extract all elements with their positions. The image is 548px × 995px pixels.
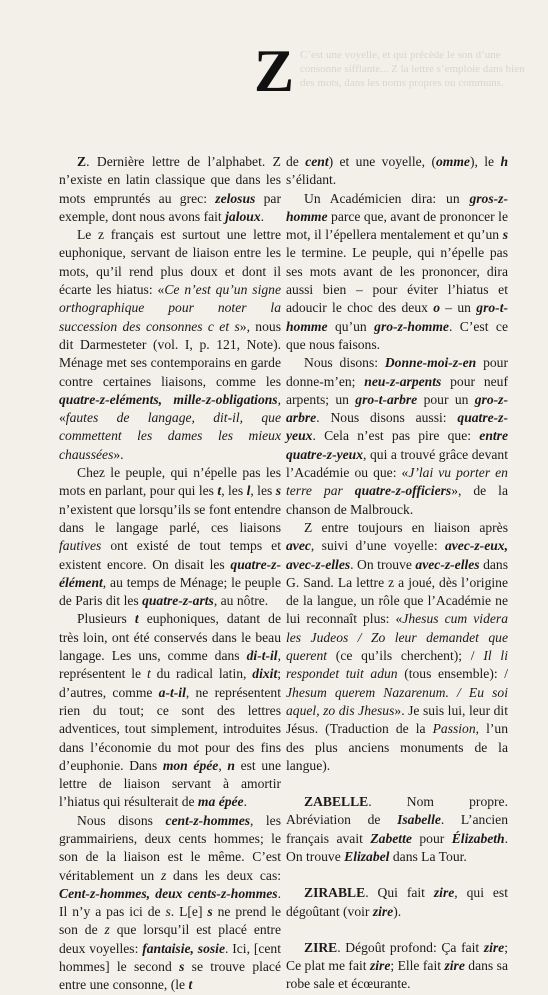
emphasized-run: s [207,904,213,920]
emphasized-run: quatre-z-yeux [286,410,508,444]
text-run: , les grammairiens, deux cents hommes; le son de la liaison est le même. C’est véritablement un [59,812,282,883]
text-run: pour donne-m’en; [286,355,508,389]
text-run: , qui est dégoûtant (voir [286,885,508,919]
emphasized-run: zire [444,958,465,974]
emphasized-run: zire [433,885,455,901]
text-run: Nous disons [77,812,166,828]
emphasized-run: gro-z-homme [374,318,449,334]
entry-zabelle [286,793,508,866]
emphasized-run: fautes de langage, dit-il, que commettent les dames les mieux chaussées [59,410,281,462]
emphasized-run: fantaisie, sosie [142,940,225,956]
emphasized-run: quatre-z-eléments, mille-z-obligations [59,391,278,407]
text-run: parce que, avant de prononcer le mot, il l’épellera mentalement et qu’un [286,208,508,243]
text-run: , les [221,483,247,499]
emphasized-run: ZABELLE [304,794,369,810]
text-run: Un Académicien dira: un [304,190,470,206]
text-run: dans G. Sand. La lettre z a joué, dès l’origine de la langue, un rôle que l’Académie ne lui reconnaît plus: « [286,556,508,627]
emphasized-run: Cent-z-hommes, deux cents-z-hommes [59,885,278,901]
emphasized-run: gros-z-homme [286,190,508,224]
text-run: , suivi d’une voyelle: [310,538,445,554]
emphasized-run: mon épée [162,757,219,773]
text-run: , au nôtre. [213,593,269,609]
emphasized-run: neu-z-arpents [364,373,442,389]
text-run: (ce qu’ils cherchent); / [327,648,484,664]
text-run: . Dégoût profond: Ça fait [337,939,484,955]
section-letter-heading: Z [253,38,295,104]
emphasized-run: zire [369,958,391,974]
emphasized-run: ma épée [197,794,244,810]
text-run: euphoniques, datant de très loin, ont été conservés dans le beau langage. Les uns, comme dans [59,611,281,664]
emphasized-run: zire [372,903,394,919]
text-run: du radical latin, [150,666,253,682]
text-run: , les [250,483,276,499]
text-run: pour un [417,391,475,407]
emphasized-run: avec-z-elles [415,556,480,572]
text-run: ; Ce plat me fait [286,939,508,974]
emphasized-run: Passion [432,721,476,737]
emphasized-run: quatre-z-arts [142,593,214,609]
text-run: pour [411,830,452,846]
emphasized-run: t [188,977,193,993]
emphasized-run: n [227,757,235,773]
emphasized-run: Zabette [370,830,412,846]
paragraph-euphonic-z [59,226,281,464]
emphasized-run: cent [305,154,329,169]
emphasized-run: ZIRE [304,939,338,955]
emphasized-run: gro-t-arbre [355,391,418,407]
text-run: ont existé de tout temps et existent encore. On disait les [59,538,281,572]
text-run: . [243,794,247,810]
text-run: , représentent le [59,648,281,682]
text-run: se trouve placé entre une consonne, (le [59,959,281,993]
text-run: Le z français est surtout une lettre euphonique, servant de liaison entre les mots, qu’il rend plus doux et dont il écarte les hiatus: « [59,227,281,298]
text-run: dans les deux cas: [166,867,282,883]
emphasized-run: ZIRABLE [304,885,366,901]
text-run: n’existent que lorsqu’ils se font entendre dans le langage parlé, ces liaisons [59,501,281,535]
emphasized-run: s [275,483,282,499]
paragraph-popular-liaisons [59,464,281,610]
text-run: . Qui fait [365,885,434,901]
emphasized-run: t [217,483,222,499]
paragraph-cent-z-hommes [59,812,281,995]
text-run: ». [113,446,124,462]
text-run: ne prend le son de [59,904,281,938]
emphasized-run: t [146,666,151,682]
text-run: Chez le peuple, qui n’épelle pas les mots en parlant, pour qui les [59,465,281,499]
text-run: s’élidant. [286,172,337,188]
emphasized-run: gro-z-arbre [286,391,508,426]
text-run: pour neuf arpents; un [286,373,508,407]
text-run: , ne représentent rien du tout; ce sont des lettres adventices, tout simplement, introduites dans l’économie du mot pour des fins d’euphonie. Dans [59,684,281,773]
text-run: par exemple, dont nous avons fait [59,190,281,224]
paragraph-nous-disons [286,354,508,519]
emphasized-run: Jhesum querem Nazarenum. / Eu soi aquel, zo dis Jhesus [286,684,508,718]
text-run: . Nom propre. Abréviation de [286,794,508,828]
text-run: Plusieurs [77,611,135,627]
text-run: , qui a trouvé grâce devant l’Académie ou que: « [286,446,508,481]
paragraph-euphonic-t [59,610,281,811]
emphasized-run: a-t-il [158,684,186,700]
text-run: . L[e] [170,904,208,920]
emphasized-run: cent-z-hommes [165,812,251,828]
text-run: que lorsqu’il est placé entre deux voyelles: [59,922,281,956]
text-run: . Dernière lettre de l’alphabet. Z n’existe en latin classique que dans les mots empruntés au grec: [59,154,281,206]
left-column [59,153,281,995]
emphasized-run: zire [483,939,505,955]
emphasized-run: jaloux [225,208,261,224]
text-run: ) et une voyelle, ( [328,154,436,169]
text-run: . [260,208,265,224]
text-run: ». Je suis lui, leur dit Jésus. (Traduction de la [286,702,508,737]
emphasized-run: z [160,867,167,883]
text-run: ; d’autres, comme [59,666,282,700]
emphasized-run: Z [77,154,87,169]
emphasized-run: gro-t-homme [286,300,508,334]
text-run: . L’ancien français avait [286,812,508,846]
text-run: dans La Tour. [389,848,467,864]
text-run: (tous ensemble): / [397,666,508,682]
emphasized-run: Elizabel [344,848,390,864]
text-run: ). [393,903,402,919]
emphasized-run: Jhesus cum videra les Judeos / Zo leur demandet que querent [286,611,508,664]
text-run: Z entre toujours en liaison après [304,519,508,535]
emphasized-run: entre quatre-z-yeux [286,428,508,462]
text-run: Nous disons: [304,355,385,371]
emphasized-run: quatre-z-officiers [354,483,452,499]
text-run: qu’un [327,318,375,334]
emphasized-run: Ce n’est qu’un signe orthographique pour noter la succession des consonnes c et s [59,282,281,334]
emphasized-run: di-t-il [246,648,278,664]
entry-zire [286,939,508,994]
emphasized-run: zelosus [215,190,256,206]
emphasized-run: Élizabeth [451,830,505,846]
text-run: – un [440,300,477,316]
text-run: le termine. Le peuple, qui n’épelle pas ses mots avant de les prononcer, dira aussi bien – pour éviter l’hiatus et adoucir le choc des deux [286,245,508,316]
text-run: . On trouve [350,556,416,572]
emphasized-run: z [104,922,110,938]
text-run: », nous dit Darmesteter (vol. I, p. 121, Note). Ménage met ses contemporains en garde contre certaines liaisons, comme les [59,318,281,389]
text-run: . Nous disons aussi: [316,410,458,426]
emphasized-run: avec-z-eux, avec-z-elles [286,538,508,572]
text-run: est une lettre de liaison servant à amortir l’hiatus qui résulterait de [59,757,281,810]
emphasized-run: o [433,300,441,316]
text-run: . C’est ce que nous faisons. [286,318,508,352]
emphasized-run: dixit [252,666,278,682]
emphasized-run: Isabelle [397,812,441,828]
bleed-through-text: C’est une voyelle, et qui précède le son d’une consonne sifflante... Z la lettre s’emploie dans bien des mots, dans les noms propres ou communs. [300,49,525,89]
emphasized-run: omme [435,154,470,169]
emphasized-run: quatre-z-élément [59,556,281,590]
text-run: . Il n’y a pas ici de [59,885,281,920]
emphasized-run: s [502,227,508,243]
text-run: de [286,154,306,169]
emphasized-run: t [134,611,139,627]
emphasized-run: Donne-moi-z-en [384,355,477,371]
paragraph-z-definition [59,153,281,226]
text-run: , « [59,391,281,426]
emphasized-run: Il li respondet tuit adun [286,648,508,682]
text-run: . Cela n’est pas pire que: [312,428,480,444]
text-run: ; Elle fait [390,958,445,974]
text-run: , [218,757,228,773]
paragraph-avec-liaison [286,519,508,775]
emphasized-run: fautives [59,538,102,554]
entry-zirable [286,884,508,921]
text-run: . Ici, [cent hommes] le second [59,940,281,975]
text-run: . On trouve [286,830,509,864]
text-run: », de la chanson de Malbrouck. [286,483,508,517]
emphasized-run: s [179,959,185,975]
paragraph-continuation [286,153,508,190]
text-run: dans sa robe sale et écœurante. [286,958,508,992]
right-column [286,153,508,994]
text-run: , l’un des plus anciens monuments de la langue). [286,721,508,773]
paragraph-academicien [286,190,508,355]
emphasized-run: avec [286,538,311,554]
emphasized-run: J’lai vu porter en terre par [286,465,508,499]
emphasized-run: h [500,154,508,169]
text-run: ), le [469,154,501,169]
emphasized-run: l [246,483,251,499]
text-run: , au temps de Ménage; le peuple de Paris dit les [59,574,281,609]
emphasized-run: s [165,904,171,920]
